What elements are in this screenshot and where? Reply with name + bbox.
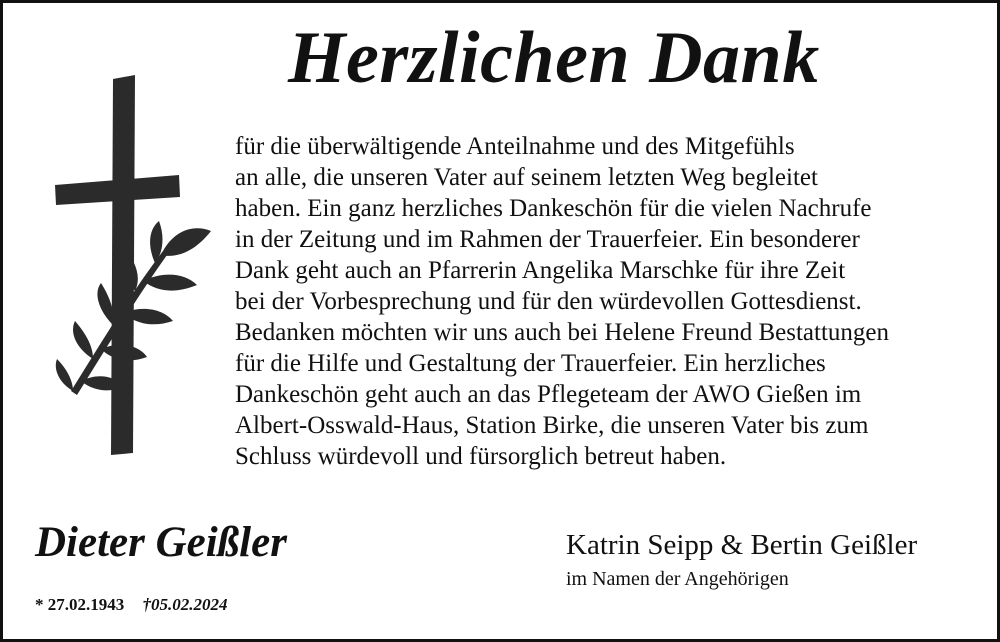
- thank-you-message: [235, 131, 995, 472]
- birth-date: * 27.02.1943: [35, 595, 125, 614]
- message-line: bei der Vorbesprechung und für den würdevollen Gottesdienst.: [235, 288, 862, 315]
- message-line: Bedanken möchten wir uns auch bei Helene Freund Bestattungen: [235, 319, 889, 346]
- family-names: Katrin Seipp & Bertin Geißler: [566, 529, 918, 561]
- message-line: für die überwältigende Anteilnahme und des Mitgefühls: [235, 133, 795, 160]
- message-line: haben. Ein ganz herzliches Dankeschön für die vielen Nachrufe: [235, 195, 872, 222]
- family-subline: im Namen der Angehörigen: [566, 568, 789, 590]
- life-dates: [35, 595, 228, 615]
- message-line: Dankeschön geht auch an das Pflegeteam der AWO Gießen im: [235, 381, 862, 408]
- message-line: für die Hilfe und Gestaltung der Trauerfeier. Ein herzliches: [235, 350, 826, 377]
- message-line: Albert-Osswald-Haus, Station Birke, die unseren Vater bis zum: [235, 412, 869, 439]
- message-line: Dank geht auch an Pfarrerin Angelika Marschke für ihre Zeit: [235, 257, 846, 284]
- heading: Herzlichen Dank: [288, 17, 820, 99]
- death-date: †05.02.2024: [142, 595, 228, 614]
- message-line: in der Zeitung und im Rahmen der Trauerfeier. Ein besonderer: [235, 226, 860, 253]
- message-line: Schluss würdevoll und fürsorglich betreut haben.: [235, 443, 727, 470]
- cross-with-palm-branch-icon: [51, 73, 216, 458]
- message-line: an alle, die unseren Vater auf seinem letzten Weg begleitet: [235, 164, 818, 191]
- deceased-name: Dieter Geißler: [35, 519, 287, 566]
